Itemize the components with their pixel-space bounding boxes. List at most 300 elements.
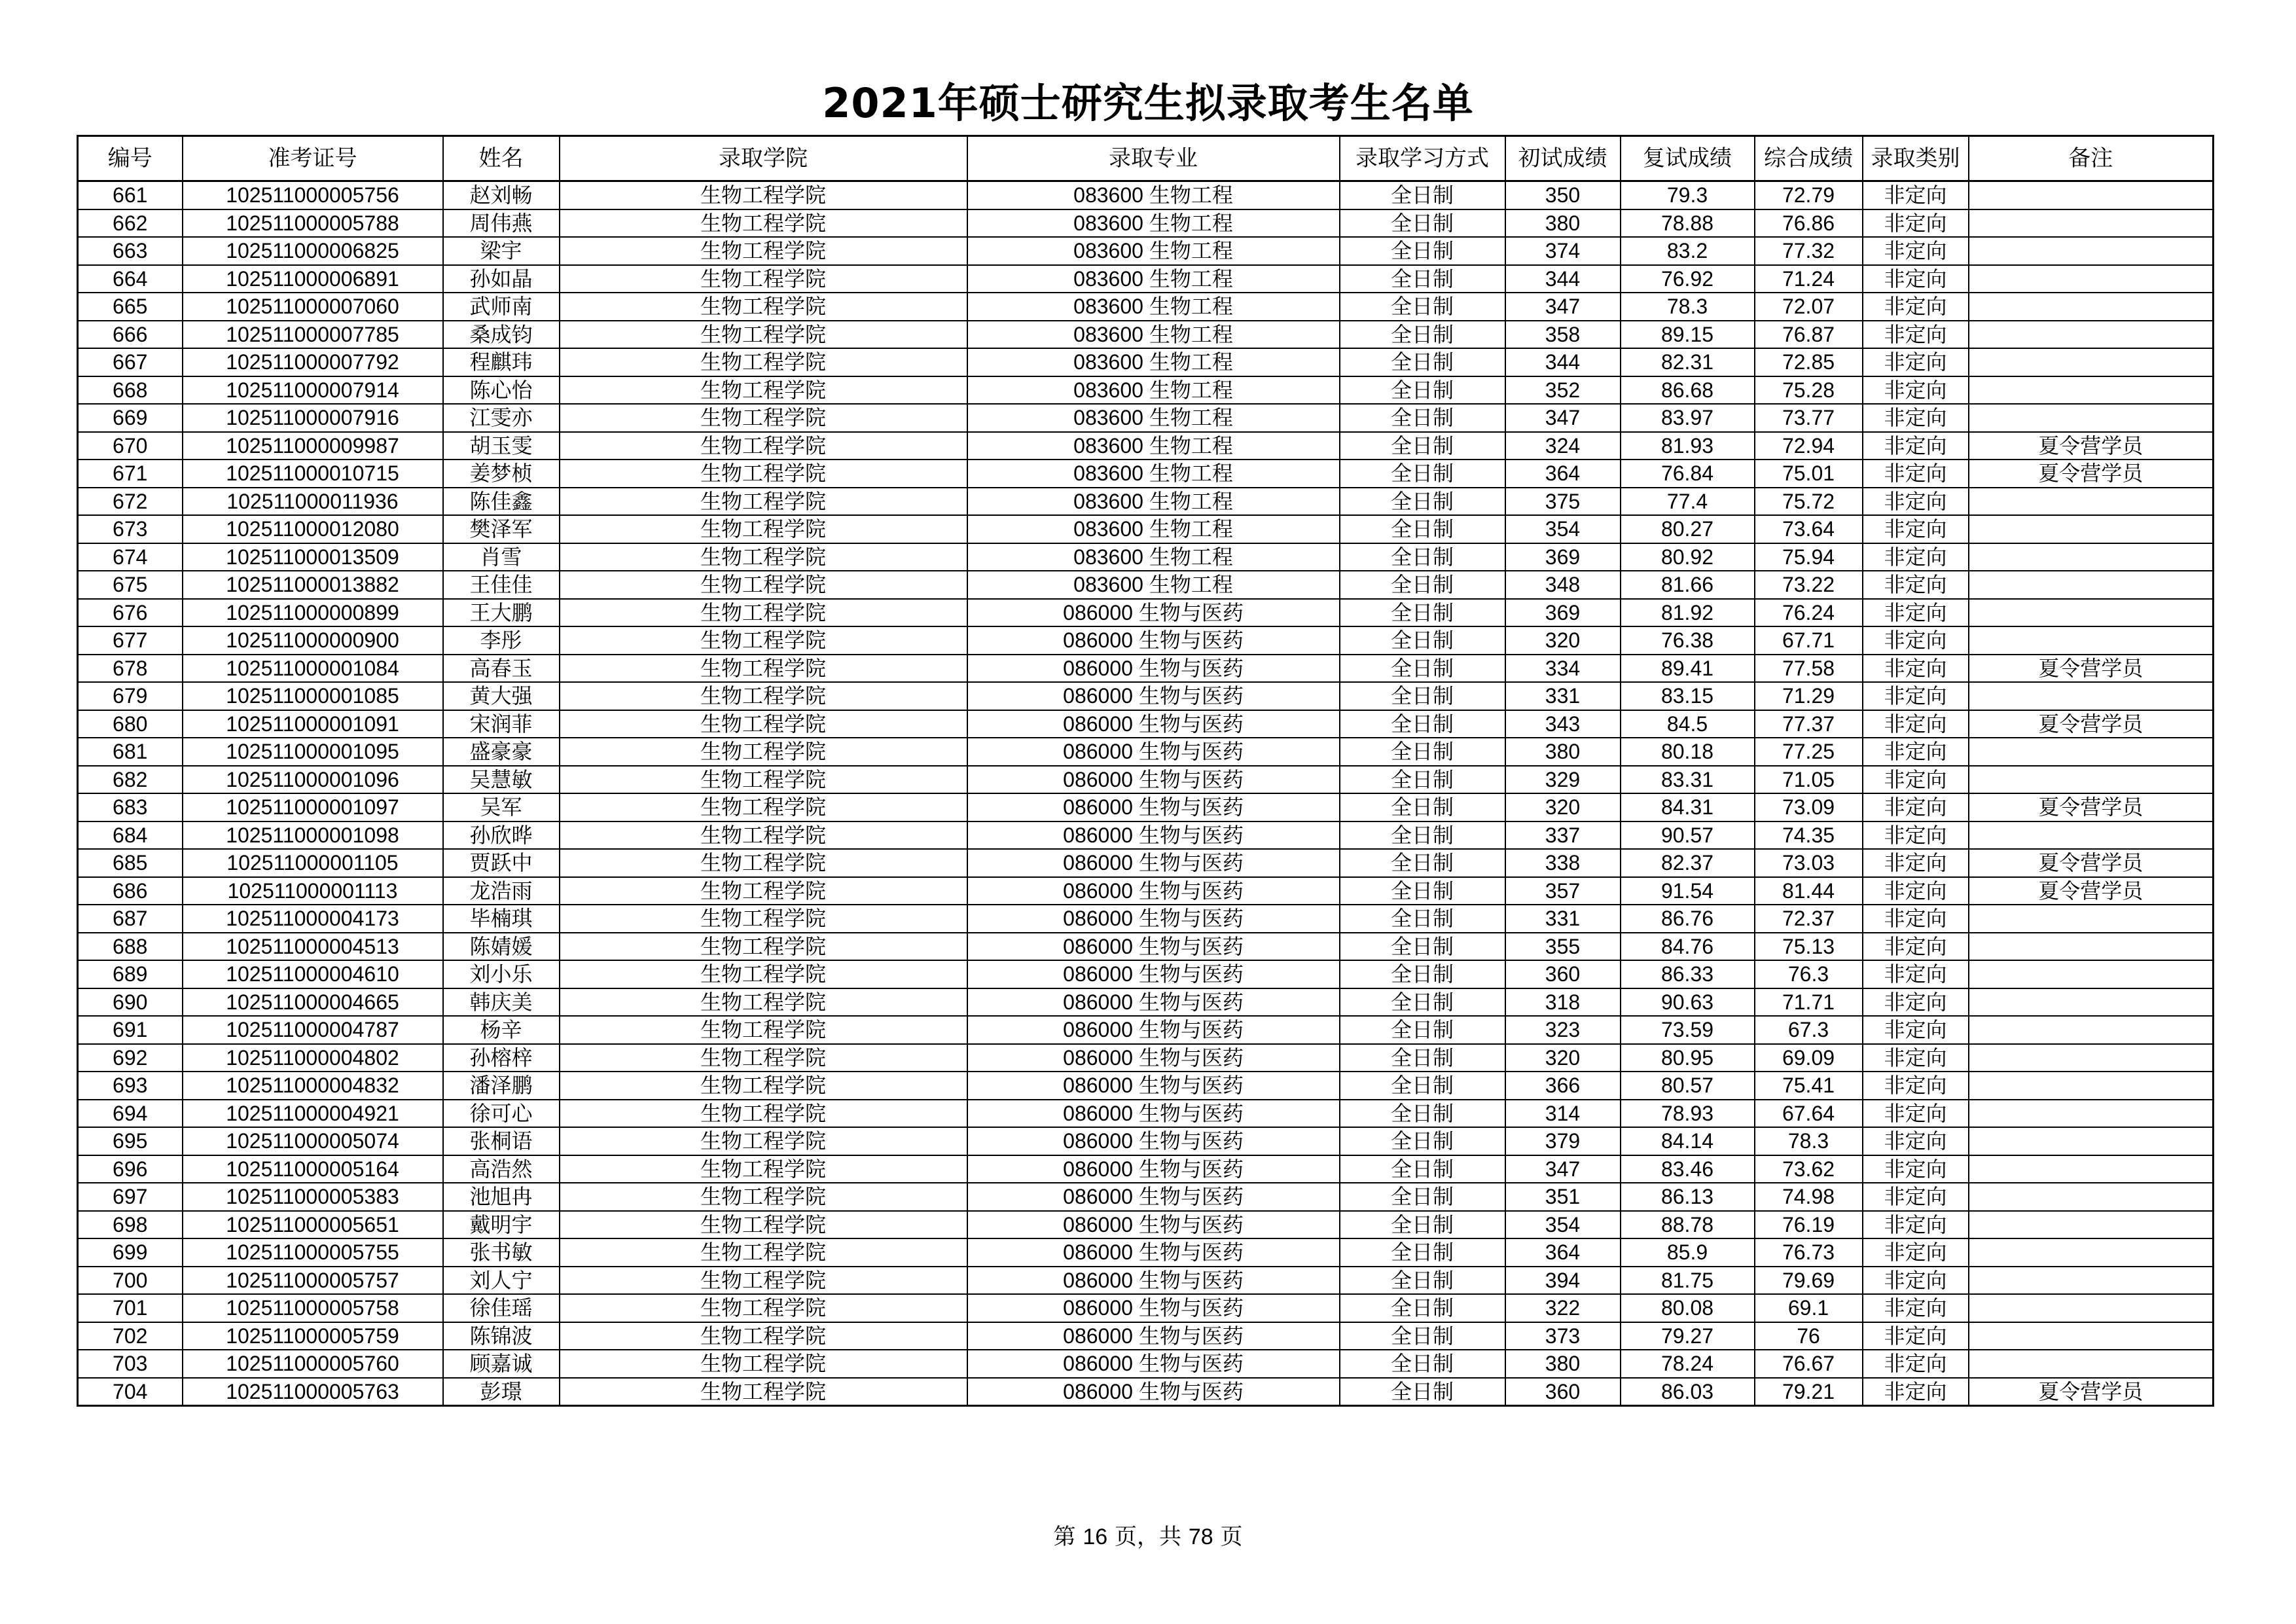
cell-study-mode: 全日制 bbox=[1340, 1322, 1505, 1350]
cell-retest-score: 76.38 bbox=[1621, 626, 1755, 655]
cell-number: 700 bbox=[78, 1267, 183, 1295]
cell-college: 生物工程学院 bbox=[560, 1267, 967, 1295]
cell-note bbox=[1969, 265, 2214, 293]
cell-major: 083600 生物工程 bbox=[967, 404, 1340, 432]
cell-category: 非定向 bbox=[1863, 738, 1969, 766]
cell-number: 687 bbox=[78, 905, 183, 933]
cell-exam-id: 102511000001084 bbox=[183, 655, 443, 683]
cell-study-mode: 全日制 bbox=[1340, 877, 1505, 905]
cell-study-mode: 全日制 bbox=[1340, 1072, 1505, 1100]
cell-total-score: 73.22 bbox=[1755, 571, 1863, 599]
cell-total-score: 76.67 bbox=[1755, 1350, 1863, 1378]
cell-retest-score: 77.4 bbox=[1621, 488, 1755, 516]
cell-number: 686 bbox=[78, 877, 183, 905]
cell-category: 非定向 bbox=[1863, 1016, 1969, 1044]
cell-prelim-score: 360 bbox=[1505, 1378, 1621, 1406]
cell-college: 生物工程学院 bbox=[560, 599, 967, 627]
cell-major: 083600 生物工程 bbox=[967, 488, 1340, 516]
cell-note: 夏令营学员 bbox=[1969, 793, 2214, 821]
cell-note: 夏令营学员 bbox=[1969, 460, 2214, 488]
cell-retest-score: 82.31 bbox=[1621, 348, 1755, 376]
cell-category: 非定向 bbox=[1863, 1044, 1969, 1072]
cell-college: 生物工程学院 bbox=[560, 404, 967, 432]
cell-note bbox=[1969, 181, 2214, 209]
cell-retest-score: 78.3 bbox=[1621, 293, 1755, 321]
cell-note bbox=[1969, 376, 2214, 405]
table-header-row bbox=[78, 136, 2214, 181]
cell-prelim-score: 320 bbox=[1505, 793, 1621, 821]
cell-prelim-score: 355 bbox=[1505, 933, 1621, 961]
cell-number: 681 bbox=[78, 738, 183, 766]
cell-major: 083600 生物工程 bbox=[967, 543, 1340, 571]
cell-prelim-score: 373 bbox=[1505, 1322, 1621, 1350]
cell-note bbox=[1969, 682, 2214, 710]
cell-note bbox=[1969, 1238, 2214, 1267]
cell-category: 非定向 bbox=[1863, 1127, 1969, 1155]
cell-prelim-score: 394 bbox=[1505, 1267, 1621, 1295]
cell-study-mode: 全日制 bbox=[1340, 376, 1505, 405]
cell-college: 生物工程学院 bbox=[560, 1238, 967, 1267]
cell-total-score: 77.37 bbox=[1755, 710, 1863, 738]
cell-college: 生物工程学院 bbox=[560, 432, 967, 460]
cell-number: 680 bbox=[78, 710, 183, 738]
cell-note bbox=[1969, 1294, 2214, 1322]
cell-note bbox=[1969, 321, 2214, 349]
cell-college: 生物工程学院 bbox=[560, 1100, 967, 1128]
cell-major: 083600 生物工程 bbox=[967, 515, 1340, 543]
column-header: 初试成绩 bbox=[1505, 136, 1621, 181]
table-row bbox=[78, 682, 2214, 710]
cell-retest-score: 86.03 bbox=[1621, 1378, 1755, 1406]
cell-total-score: 72.07 bbox=[1755, 293, 1863, 321]
cell-prelim-score: 337 bbox=[1505, 821, 1621, 850]
cell-note bbox=[1969, 1044, 2214, 1072]
cell-name: 彭璟 bbox=[443, 1378, 560, 1406]
cell-name: 毕楠琪 bbox=[443, 905, 560, 933]
cell-prelim-score: 369 bbox=[1505, 543, 1621, 571]
cell-college: 生物工程学院 bbox=[560, 348, 967, 376]
cell-exam-id: 102511000012080 bbox=[183, 515, 443, 543]
cell-number: 664 bbox=[78, 265, 183, 293]
cell-study-mode: 全日制 bbox=[1340, 543, 1505, 571]
cell-study-mode: 全日制 bbox=[1340, 1211, 1505, 1239]
cell-prelim-score: 331 bbox=[1505, 682, 1621, 710]
cell-retest-score: 83.97 bbox=[1621, 404, 1755, 432]
table-row bbox=[78, 988, 2214, 1017]
cell-college: 生物工程学院 bbox=[560, 905, 967, 933]
cell-college: 生物工程学院 bbox=[560, 571, 967, 599]
cell-college: 生物工程学院 bbox=[560, 1127, 967, 1155]
column-header: 录取专业 bbox=[967, 136, 1340, 181]
cell-name: 杨辛 bbox=[443, 1016, 560, 1044]
footer-middle: 页，共 bbox=[1115, 1524, 1181, 1550]
cell-exam-id: 102511000005383 bbox=[183, 1183, 443, 1211]
cell-name: 梁宇 bbox=[443, 237, 560, 265]
table-row bbox=[78, 1238, 2214, 1267]
table-row bbox=[78, 766, 2214, 794]
table-row bbox=[78, 181, 2214, 209]
cell-retest-score: 83.15 bbox=[1621, 682, 1755, 710]
cell-note: 夏令营学员 bbox=[1969, 710, 2214, 738]
cell-note bbox=[1969, 626, 2214, 655]
cell-college: 生物工程学院 bbox=[560, 1294, 967, 1322]
cell-prelim-score: 350 bbox=[1505, 181, 1621, 209]
cell-major: 086000 生物与医药 bbox=[967, 1350, 1340, 1378]
cell-exam-id: 102511000001105 bbox=[183, 849, 443, 877]
column-header: 录取学习方式 bbox=[1340, 136, 1505, 181]
cell-college: 生物工程学院 bbox=[560, 265, 967, 293]
cell-category: 非定向 bbox=[1863, 209, 1969, 238]
cell-exam-id: 102511000005755 bbox=[183, 1238, 443, 1267]
admission-table bbox=[77, 135, 2214, 1407]
cell-category: 非定向 bbox=[1863, 543, 1969, 571]
cell-number: 683 bbox=[78, 793, 183, 821]
table-row bbox=[78, 821, 2214, 850]
cell-name: 吴军 bbox=[443, 793, 560, 821]
cell-college: 生物工程学院 bbox=[560, 376, 967, 405]
cell-college: 生物工程学院 bbox=[560, 460, 967, 488]
cell-college: 生物工程学院 bbox=[560, 237, 967, 265]
cell-prelim-score: 334 bbox=[1505, 655, 1621, 683]
cell-name: 黄大强 bbox=[443, 682, 560, 710]
cell-total-score: 75.13 bbox=[1755, 933, 1863, 961]
cell-exam-id: 102511000013509 bbox=[183, 543, 443, 571]
cell-number: 678 bbox=[78, 655, 183, 683]
cell-number: 667 bbox=[78, 348, 183, 376]
cell-retest-score: 84.5 bbox=[1621, 710, 1755, 738]
cell-exam-id: 102511000005760 bbox=[183, 1350, 443, 1378]
cell-exam-id: 102511000001098 bbox=[183, 821, 443, 850]
cell-study-mode: 全日制 bbox=[1340, 821, 1505, 850]
table-row bbox=[78, 1100, 2214, 1128]
cell-retest-score: 78.93 bbox=[1621, 1100, 1755, 1128]
cell-note bbox=[1969, 738, 2214, 766]
cell-number: 690 bbox=[78, 988, 183, 1017]
cell-major: 083600 生物工程 bbox=[967, 432, 1340, 460]
cell-college: 生物工程学院 bbox=[560, 1016, 967, 1044]
cell-exam-id: 102511000004513 bbox=[183, 933, 443, 961]
cell-major: 086000 生物与医药 bbox=[967, 821, 1340, 850]
cell-college: 生物工程学院 bbox=[560, 960, 967, 988]
cell-retest-score: 84.31 bbox=[1621, 793, 1755, 821]
cell-name: 陈心怡 bbox=[443, 376, 560, 405]
cell-retest-score: 86.33 bbox=[1621, 960, 1755, 988]
cell-total-score: 73.03 bbox=[1755, 849, 1863, 877]
cell-retest-score: 86.68 bbox=[1621, 376, 1755, 405]
cell-name: 程麒玮 bbox=[443, 348, 560, 376]
column-header: 录取类别 bbox=[1863, 136, 1969, 181]
cell-retest-score: 80.92 bbox=[1621, 543, 1755, 571]
cell-retest-score: 86.76 bbox=[1621, 905, 1755, 933]
cell-name: 张桐语 bbox=[443, 1127, 560, 1155]
cell-study-mode: 全日制 bbox=[1340, 710, 1505, 738]
cell-major: 083600 生物工程 bbox=[967, 181, 1340, 209]
cell-category: 非定向 bbox=[1863, 181, 1969, 209]
cell-study-mode: 全日制 bbox=[1340, 1183, 1505, 1211]
cell-retest-score: 81.66 bbox=[1621, 571, 1755, 599]
cell-prelim-score: 357 bbox=[1505, 877, 1621, 905]
cell-exam-id: 102511000004665 bbox=[183, 988, 443, 1017]
cell-note: 夏令营学员 bbox=[1969, 1378, 2214, 1406]
cell-category: 非定向 bbox=[1863, 1183, 1969, 1211]
cell-number: 693 bbox=[78, 1072, 183, 1100]
cell-exam-id: 102511000004832 bbox=[183, 1072, 443, 1100]
table-row bbox=[78, 1072, 2214, 1100]
cell-retest-score: 80.95 bbox=[1621, 1044, 1755, 1072]
table-row bbox=[78, 626, 2214, 655]
cell-category: 非定向 bbox=[1863, 1267, 1969, 1295]
cell-number: 662 bbox=[78, 209, 183, 238]
cell-exam-id: 102511000004921 bbox=[183, 1100, 443, 1128]
cell-study-mode: 全日制 bbox=[1340, 1378, 1505, 1406]
cell-major: 086000 生物与医药 bbox=[967, 682, 1340, 710]
cell-exam-id: 102511000001085 bbox=[183, 682, 443, 710]
table-row bbox=[78, 571, 2214, 599]
table-row bbox=[78, 209, 2214, 238]
cell-note bbox=[1969, 209, 2214, 238]
cell-prelim-score: 329 bbox=[1505, 766, 1621, 794]
table-row bbox=[78, 1127, 2214, 1155]
cell-number: 676 bbox=[78, 599, 183, 627]
table-row bbox=[78, 1322, 2214, 1350]
cell-total-score: 76.87 bbox=[1755, 321, 1863, 349]
table-row bbox=[78, 738, 2214, 766]
cell-retest-score: 76.92 bbox=[1621, 265, 1755, 293]
cell-prelim-score: 374 bbox=[1505, 237, 1621, 265]
cell-name: 刘小乐 bbox=[443, 960, 560, 988]
cell-category: 非定向 bbox=[1863, 877, 1969, 905]
cell-number: 682 bbox=[78, 766, 183, 794]
cell-exam-id: 102511000004610 bbox=[183, 960, 443, 988]
cell-exam-id: 102511000004173 bbox=[183, 905, 443, 933]
table-row bbox=[78, 460, 2214, 488]
cell-name: 王大鹏 bbox=[443, 599, 560, 627]
cell-name: 徐可心 bbox=[443, 1100, 560, 1128]
cell-major: 086000 生物与医药 bbox=[967, 849, 1340, 877]
cell-major: 086000 生物与医药 bbox=[967, 1238, 1340, 1267]
cell-college: 生物工程学院 bbox=[560, 543, 967, 571]
cell-name: 池旭冉 bbox=[443, 1183, 560, 1211]
cell-retest-score: 82.37 bbox=[1621, 849, 1755, 877]
cell-college: 生物工程学院 bbox=[560, 209, 967, 238]
table-row bbox=[78, 905, 2214, 933]
cell-note: 夏令营学员 bbox=[1969, 877, 2214, 905]
cell-number: 668 bbox=[78, 376, 183, 405]
cell-college: 生物工程学院 bbox=[560, 849, 967, 877]
current-page-number: 16 bbox=[1083, 1525, 1108, 1549]
table-row bbox=[78, 1044, 2214, 1072]
cell-category: 非定向 bbox=[1863, 960, 1969, 988]
cell-retest-score: 88.78 bbox=[1621, 1211, 1755, 1239]
cell-category: 非定向 bbox=[1863, 460, 1969, 488]
cell-study-mode: 全日制 bbox=[1340, 1127, 1505, 1155]
cell-total-score: 69.1 bbox=[1755, 1294, 1863, 1322]
cell-name: 孙如晶 bbox=[443, 265, 560, 293]
cell-major: 086000 生物与医药 bbox=[967, 1100, 1340, 1128]
cell-study-mode: 全日制 bbox=[1340, 599, 1505, 627]
cell-prelim-score: 348 bbox=[1505, 571, 1621, 599]
cell-number: 679 bbox=[78, 682, 183, 710]
cell-note bbox=[1969, 404, 2214, 432]
cell-study-mode: 全日制 bbox=[1340, 1100, 1505, 1128]
cell-exam-id: 102511000013882 bbox=[183, 571, 443, 599]
cell-category: 非定向 bbox=[1863, 376, 1969, 405]
cell-prelim-score: 318 bbox=[1505, 988, 1621, 1017]
cell-number: 675 bbox=[78, 571, 183, 599]
cell-exam-id: 102511000005788 bbox=[183, 209, 443, 238]
cell-study-mode: 全日制 bbox=[1340, 432, 1505, 460]
cell-number: 695 bbox=[78, 1127, 183, 1155]
cell-number: 672 bbox=[78, 488, 183, 516]
cell-major: 086000 生物与医药 bbox=[967, 905, 1340, 933]
cell-name: 姜梦桢 bbox=[443, 460, 560, 488]
cell-name: 陈锦波 bbox=[443, 1322, 560, 1350]
cell-college: 生物工程学院 bbox=[560, 655, 967, 683]
cell-major: 083600 生物工程 bbox=[967, 265, 1340, 293]
cell-name: 刘人宁 bbox=[443, 1267, 560, 1295]
cell-retest-score: 80.57 bbox=[1621, 1072, 1755, 1100]
cell-total-score: 76.86 bbox=[1755, 209, 1863, 238]
cell-major: 086000 生物与医药 bbox=[967, 1072, 1340, 1100]
cell-study-mode: 全日制 bbox=[1340, 933, 1505, 961]
cell-retest-score: 84.76 bbox=[1621, 933, 1755, 961]
cell-study-mode: 全日制 bbox=[1340, 988, 1505, 1017]
cell-category: 非定向 bbox=[1863, 793, 1969, 821]
table-row bbox=[78, 1378, 2214, 1406]
cell-study-mode: 全日制 bbox=[1340, 348, 1505, 376]
cell-total-score: 73.77 bbox=[1755, 404, 1863, 432]
cell-prelim-score: 352 bbox=[1505, 376, 1621, 405]
cell-prelim-score: 379 bbox=[1505, 1127, 1621, 1155]
cell-study-mode: 全日制 bbox=[1340, 404, 1505, 432]
cell-major: 086000 生物与医药 bbox=[967, 1044, 1340, 1072]
cell-name: 盛豪豪 bbox=[443, 738, 560, 766]
cell-total-score: 73.09 bbox=[1755, 793, 1863, 821]
cell-study-mode: 全日制 bbox=[1340, 1155, 1505, 1183]
cell-major: 086000 生物与医药 bbox=[967, 1294, 1340, 1322]
table-row bbox=[78, 849, 2214, 877]
cell-study-mode: 全日制 bbox=[1340, 793, 1505, 821]
cell-college: 生物工程学院 bbox=[560, 988, 967, 1017]
cell-category: 非定向 bbox=[1863, 1294, 1969, 1322]
cell-name: 王佳佳 bbox=[443, 571, 560, 599]
cell-name: 戴明宇 bbox=[443, 1211, 560, 1239]
cell-category: 非定向 bbox=[1863, 626, 1969, 655]
cell-name: 陈佳鑫 bbox=[443, 488, 560, 516]
cell-category: 非定向 bbox=[1863, 710, 1969, 738]
cell-college: 生物工程学院 bbox=[560, 821, 967, 850]
cell-major: 086000 生物与医药 bbox=[967, 1267, 1340, 1295]
cell-exam-id: 102511000007792 bbox=[183, 348, 443, 376]
cell-exam-id: 102511000004787 bbox=[183, 1016, 443, 1044]
column-header: 备注 bbox=[1969, 136, 2214, 181]
cell-prelim-score: 324 bbox=[1505, 432, 1621, 460]
cell-prelim-score: 360 bbox=[1505, 960, 1621, 988]
cell-note bbox=[1969, 905, 2214, 933]
cell-total-score: 71.29 bbox=[1755, 682, 1863, 710]
cell-exam-id: 102511000005164 bbox=[183, 1155, 443, 1183]
cell-number: 677 bbox=[78, 626, 183, 655]
total-page-number: 78 bbox=[1188, 1525, 1213, 1549]
cell-category: 非定向 bbox=[1863, 1238, 1969, 1267]
column-header: 综合成绩 bbox=[1755, 136, 1863, 181]
cell-note bbox=[1969, 933, 2214, 961]
cell-total-score: 74.35 bbox=[1755, 821, 1863, 850]
cell-note bbox=[1969, 543, 2214, 571]
cell-study-mode: 全日制 bbox=[1340, 1294, 1505, 1322]
cell-prelim-score: 375 bbox=[1505, 488, 1621, 516]
cell-study-mode: 全日制 bbox=[1340, 960, 1505, 988]
cell-college: 生物工程学院 bbox=[560, 181, 967, 209]
cell-college: 生物工程学院 bbox=[560, 1155, 967, 1183]
cell-retest-score: 73.59 bbox=[1621, 1016, 1755, 1044]
cell-total-score: 75.41 bbox=[1755, 1072, 1863, 1100]
cell-total-score: 74.98 bbox=[1755, 1183, 1863, 1211]
cell-major: 083600 生物工程 bbox=[967, 209, 1340, 238]
cell-study-mode: 全日制 bbox=[1340, 626, 1505, 655]
cell-name: 张书敏 bbox=[443, 1238, 560, 1267]
cell-category: 非定向 bbox=[1863, 265, 1969, 293]
cell-total-score: 67.71 bbox=[1755, 626, 1863, 655]
cell-total-score: 76.3 bbox=[1755, 960, 1863, 988]
cell-prelim-score: 314 bbox=[1505, 1100, 1621, 1128]
table-row bbox=[78, 1350, 2214, 1378]
cell-total-score: 71.05 bbox=[1755, 766, 1863, 794]
cell-name: 高浩然 bbox=[443, 1155, 560, 1183]
table-row bbox=[78, 599, 2214, 627]
cell-number: 691 bbox=[78, 1016, 183, 1044]
cell-retest-score: 83.2 bbox=[1621, 237, 1755, 265]
cell-major: 086000 生物与医药 bbox=[967, 766, 1340, 794]
cell-retest-score: 80.08 bbox=[1621, 1294, 1755, 1322]
cell-note: 夏令营学员 bbox=[1969, 655, 2214, 683]
cell-total-score: 77.25 bbox=[1755, 738, 1863, 766]
cell-category: 非定向 bbox=[1863, 1155, 1969, 1183]
cell-total-score: 81.44 bbox=[1755, 877, 1863, 905]
table-row bbox=[78, 348, 2214, 376]
cell-major: 086000 生物与医药 bbox=[967, 1322, 1340, 1350]
cell-note bbox=[1969, 1127, 2214, 1155]
cell-category: 非定向 bbox=[1863, 988, 1969, 1017]
cell-college: 生物工程学院 bbox=[560, 293, 967, 321]
cell-college: 生物工程学院 bbox=[560, 1044, 967, 1072]
cell-major: 083600 生物工程 bbox=[967, 460, 1340, 488]
cell-number: 702 bbox=[78, 1322, 183, 1350]
cell-number: 696 bbox=[78, 1155, 183, 1183]
cell-study-mode: 全日制 bbox=[1340, 655, 1505, 683]
page-footer bbox=[0, 1519, 2296, 1551]
cell-name: 肖雪 bbox=[443, 543, 560, 571]
cell-category: 非定向 bbox=[1863, 655, 1969, 683]
cell-category: 非定向 bbox=[1863, 571, 1969, 599]
cell-category: 非定向 bbox=[1863, 488, 1969, 516]
cell-prelim-score: 364 bbox=[1505, 1238, 1621, 1267]
cell-college: 生物工程学院 bbox=[560, 738, 967, 766]
cell-number: 692 bbox=[78, 1044, 183, 1072]
cell-retest-score: 83.31 bbox=[1621, 766, 1755, 794]
cell-note bbox=[1969, 1350, 2214, 1378]
cell-study-mode: 全日制 bbox=[1340, 293, 1505, 321]
cell-total-score: 71.71 bbox=[1755, 988, 1863, 1017]
cell-note bbox=[1969, 571, 2214, 599]
cell-category: 非定向 bbox=[1863, 321, 1969, 349]
cell-college: 生物工程学院 bbox=[560, 488, 967, 516]
cell-name: 桑成钧 bbox=[443, 321, 560, 349]
cell-category: 非定向 bbox=[1863, 1378, 1969, 1406]
cell-study-mode: 全日制 bbox=[1340, 181, 1505, 209]
cell-retest-score: 81.92 bbox=[1621, 599, 1755, 627]
cell-note bbox=[1969, 821, 2214, 850]
